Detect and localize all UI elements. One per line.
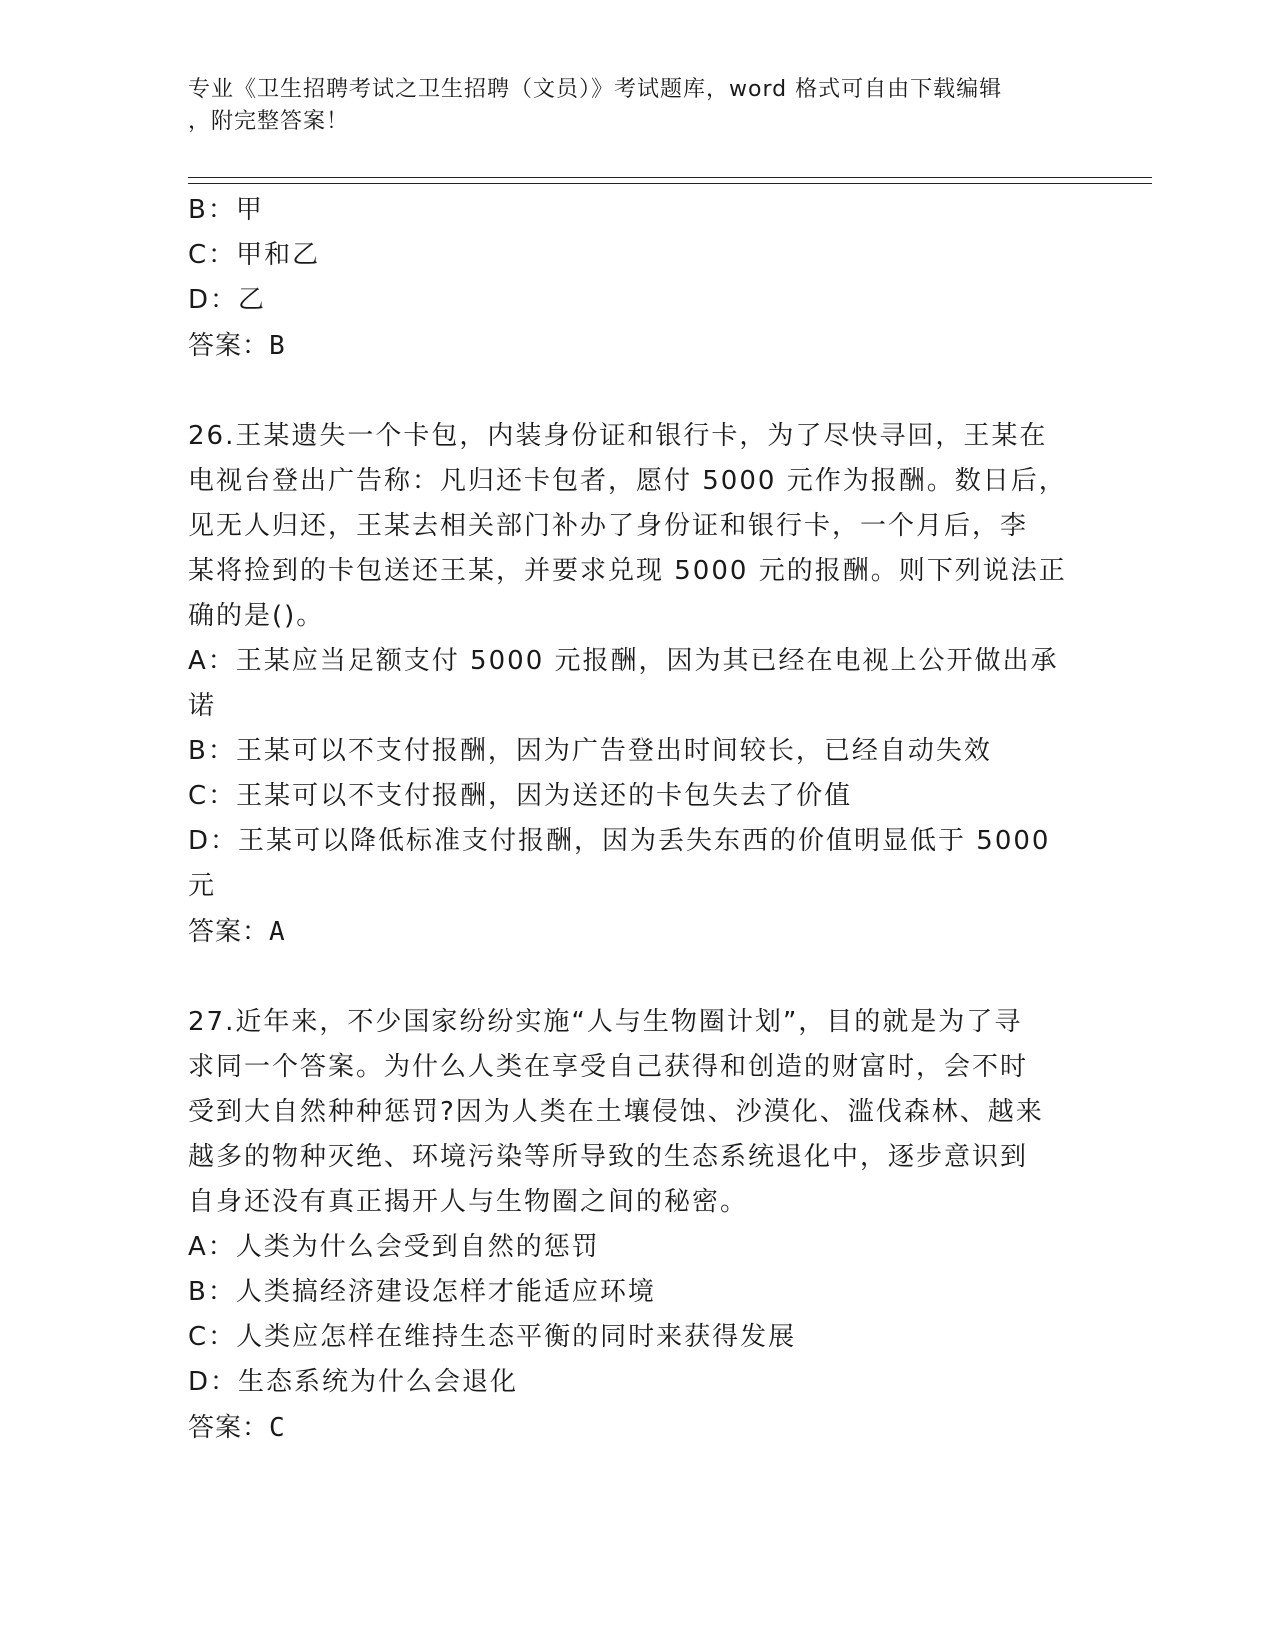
option-a: A：人类为什么会受到自然的惩罚 xyxy=(188,1232,600,1262)
option-b: B：人类搞经济建设怎样才能适应环境 xyxy=(188,1277,656,1307)
option-c: C：人类应怎样在维持生态平衡的同时来获得发展 xyxy=(188,1322,797,1352)
question-27 xyxy=(188,1000,1088,1451)
option-d: D：生态系统为什么会退化 xyxy=(188,1367,519,1397)
question-content xyxy=(188,188,1088,1451)
question-text-line: 求同一个答案。为什么人类在享受自己获得和创造的财富时，会不时 xyxy=(188,1052,1029,1082)
option-a: A：王某应当足额支付 5000 元报酬，因为其已经在电视上公开做出承 xyxy=(188,646,1059,676)
option-a-continuation: 诺 xyxy=(188,691,217,721)
question-text-line: 某将捡到的卡包送还王某，并要求兑现 5000 元的报酬。则下列说法正 xyxy=(188,556,1067,586)
answer: 答案：A xyxy=(188,917,286,947)
header-rule-top xyxy=(188,177,1152,178)
option-d: D：乙 xyxy=(188,285,267,315)
header-line-1: 专业《卫生招聘考试之卫生招聘（文员）》考试题库，word 格式可自由下载编辑 xyxy=(188,77,1003,102)
option-c: C：王某可以不支付报酬，因为送还的卡包失去了价值 xyxy=(188,781,853,811)
question-text-line: 确的是()。 xyxy=(188,601,325,631)
question-text-line: 自身还没有真正揭开人与生物圈之间的秘密。 xyxy=(188,1187,749,1217)
option-c: C：甲和乙 xyxy=(188,240,321,270)
question-text-line: 越多的物种灭绝、环境污染等所导致的生态系统退化中，逐步意识到 xyxy=(188,1142,1029,1172)
option-d-continuation: 元 xyxy=(188,871,217,901)
header-rule-bottom xyxy=(188,183,1152,184)
question-26 xyxy=(188,414,1088,955)
question-text-line: 27.近年来，不少国家纷纷实施“人与生物圈计划”，目的就是为了寻 xyxy=(188,1007,1023,1037)
question-text-line: 电视台登出广告称：凡归还卡包者，愿付 5000 元作为报酬。数日后， xyxy=(188,466,1067,496)
question-text-line: 26.王某遗失一个卡包，内装身份证和银行卡，为了尽快寻回，王某在 xyxy=(188,421,1048,451)
answer: 答案：B xyxy=(188,331,286,361)
document-header xyxy=(188,74,1068,138)
header-line-2: ，附完整答案！ xyxy=(188,109,350,134)
option-b: B：甲 xyxy=(188,195,264,225)
question-25-options xyxy=(188,188,1088,369)
question-text-line: 见无人归还，王某去相关部门补办了身份证和银行卡，一个月后，李 xyxy=(188,511,1029,541)
option-b: B：王某可以不支付报酬，因为广告登出时间较长，已经自动失效 xyxy=(188,736,992,766)
option-d: D：王某可以降低标准支付报酬，因为丢失东西的价值明显低于 5000 xyxy=(188,826,1051,856)
question-text-line: 受到大自然种种惩罚?因为人类在土壤侵蚀、沙漠化、滥伐森林、越来 xyxy=(188,1097,1044,1127)
answer: 答案：C xyxy=(188,1413,286,1443)
